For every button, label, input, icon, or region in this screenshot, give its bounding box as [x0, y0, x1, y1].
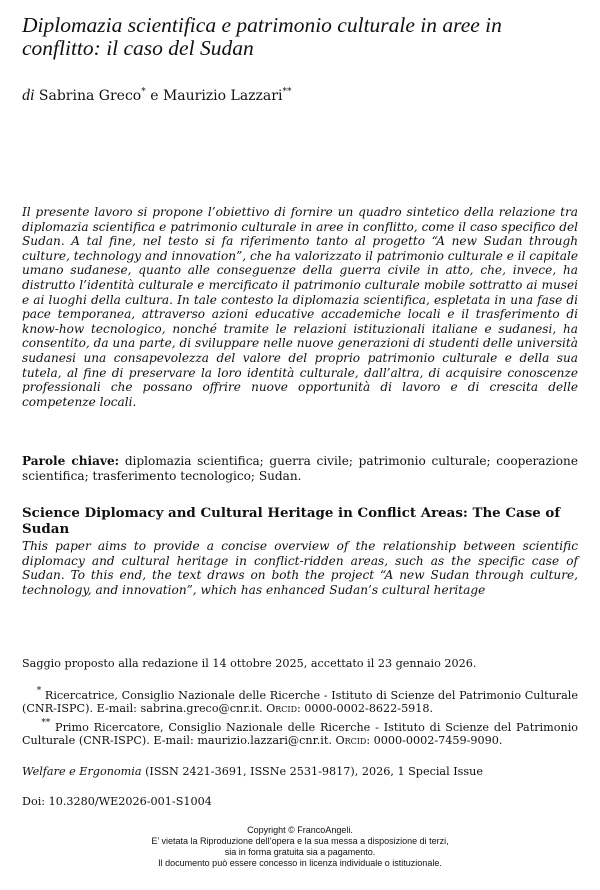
- keywords: [22, 454, 578, 483]
- author-line: [22, 87, 291, 105]
- orcid-value: : 0000-0002-7459-9090.: [366, 734, 503, 748]
- footnote-text: Primo Ricercatore, Consiglio Nazionale delle Ricerche - Istituto di Scienze del Patrimonio Culturale (: [22, 721, 579, 748]
- submission-note: Saggio proposto alla redazione il 14 ottobre 2025, accettato il 23 gennaio 2026.: [22, 657, 477, 670]
- copyright-notice: [22, 825, 578, 869]
- keywords-text: diplomazia scientifica; guerra civile; patrimonio culturale; cooperazione scientifica; trasferimento tecnologico; Sudan.: [22, 454, 578, 483]
- journal-details: (ISSN 2421-3691, ISSNe 2531-9817), 2026, 1 Special Issue: [141, 765, 483, 778]
- journal-citation: [22, 765, 483, 778]
- footnote-1: [22, 685, 578, 715]
- english-title: Science Diplomacy and Cultural Heritage in Conflict Areas: The Case of Sudan: [22, 505, 561, 537]
- author-name: Sabrina Greco: [38, 88, 142, 104]
- abstract-english: This paper aims to provide a concise overview of the relationship between scientific diplomacy and cultural heritage in conflict-ridden areas, such as the specific case of Sudan. To this end, the text draws on both the project “A new Sudan through culture, technology, and innovation”, which has enhanced Sudan’s cultural heritage: [22, 539, 578, 597]
- footnote-text: ). E-mail: maurizio.lazzari@cnr.it.: [141, 734, 336, 748]
- institution-abbr: CNR-ISPC: [83, 734, 142, 748]
- footnote-mark: **: [41, 718, 51, 728]
- author-name: Maurizio Lazzari: [162, 88, 283, 104]
- footnote-mark: *: [141, 87, 146, 97]
- institution-abbr: CNR-ISPC: [26, 702, 86, 716]
- footnote-text: Ricercatrice, Consiglio Nazionale delle Ricerche - Istituto di Scienze del Patrimonio Culturale (: [22, 689, 578, 716]
- author-conjunction: e: [150, 88, 159, 104]
- copyright-line: Copyright © FrancoAngeli.: [247, 825, 353, 835]
- copyright-line: E’ vietata la Riproduzione dell’opera e la sua messa a disposizione di terzi,: [151, 836, 449, 846]
- abstract-italian: Il presente lavoro si propone l’obiettivo di fornire un quadro sintetico della relazione tra diplomazia scientifica e patrimonio culturale in aree in conflitto, come il caso specifico del Sudan. A tal fine, nel testo si fa riferimento tanto al progetto “A new Sudan through culture, technology and innovation”, che ha valorizzato il patrimonio culturale e il capitale umano sudanese, quanto alle conseguenze della guerra civile in atto, che, invece, ha distrutto l’identità culturale e mercificato il patrimonio culturale mobile sottratto ai musei e ai luoghi della cultura. In tale contesto la diplomazia scientifica, espletata in una fase di pace temporanea, attraverso azioni educative accademiche locali e il trasferimento di know-how tecnologico, nonché tramite le relazioni istituzionali italiane e sudanesi, ha consentito, da una parte, di sviluppare nelle nuove generazioni di studenti delle università sudanesi una consapevolezza del valore del proprio patrimonio culturale e della sua tutela, al fine di preservare la loro identità culturale, dall’altra, di acquisire conoscenze professionali che possano offrire nuove opportunità di lavoro e di crescita delle competenze locali.: [22, 205, 578, 409]
- orcid-value: : 0000-0002-8622-5918.: [296, 702, 434, 716]
- footnote-text: ). E-mail: sabrina.greco@cnr.it.: [85, 702, 267, 716]
- copyright-line: Il documento può essere concesso in licenza individuale o istituzionale.: [158, 858, 442, 868]
- footnote-2: [22, 717, 578, 747]
- footnote-mark: **: [282, 87, 292, 97]
- journal-name: Welfare e Ergonomia: [22, 765, 142, 778]
- footnote-mark: *: [36, 686, 42, 696]
- author-prefix: di: [22, 87, 35, 104]
- doi: Doi: 10.3280/WE2026-001-S1004: [22, 795, 212, 808]
- orcid-label: Orcid: [266, 702, 297, 716]
- paper-title: Diplomazia scientifica e patrimonio culturale in aree in conflitto: il caso del Sudan: [22, 13, 502, 60]
- copyright-line: sia in forma gratuita sia a pagamento.: [224, 847, 376, 857]
- orcid-label: Orcid: [335, 734, 367, 748]
- keywords-label: Parole chiave:: [22, 454, 120, 468]
